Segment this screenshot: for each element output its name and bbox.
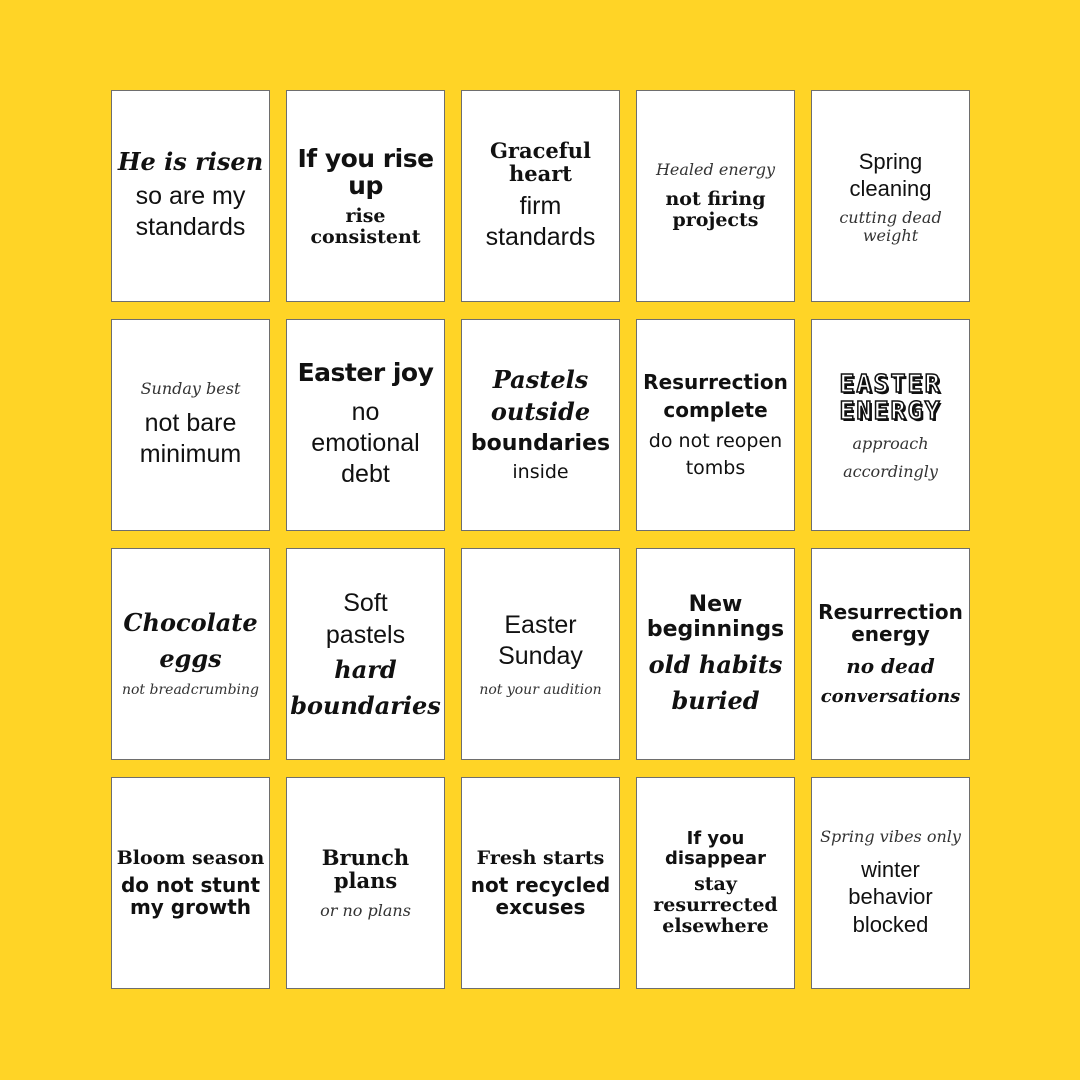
card-line: emotional [311, 429, 420, 458]
card-line: so are my [135, 181, 246, 210]
card-spring-cleaning [811, 90, 970, 302]
card-grid [111, 90, 970, 989]
card-if-you-disappear [636, 777, 795, 989]
card-line: no dead [846, 654, 935, 679]
card-line: boundaries [290, 691, 441, 721]
card-bloom-season [111, 777, 270, 989]
card-sunday-best [111, 319, 270, 531]
card-line: behavior [848, 884, 933, 910]
card-line: do not reopen [648, 430, 783, 453]
card-line: or no plans [320, 901, 411, 921]
card-line: Sunday best [140, 378, 241, 398]
card-graceful-heart [461, 90, 620, 302]
card-line: debt [341, 460, 390, 489]
card-healed-energy [636, 90, 795, 302]
card-line: projects [672, 208, 759, 231]
card-line: beginnings [646, 616, 785, 642]
card-line: Resurrection [818, 600, 963, 625]
card-line: resurrected [653, 894, 778, 917]
card-line: old habits [648, 649, 783, 679]
card-line: Brunch [321, 845, 410, 871]
card-easter-joy [286, 319, 445, 531]
card-line: Resurrection [643, 370, 788, 395]
card-line: He is risen [117, 146, 264, 176]
card-line: ENERGY [839, 396, 942, 426]
card-resurrection-energy [811, 548, 970, 760]
card-line: firm [519, 191, 562, 220]
card-easter-energy [811, 319, 970, 531]
card-line: heart [509, 160, 572, 186]
card-line: buried [671, 686, 760, 716]
card-line: boundaries [470, 430, 611, 456]
card-he-is-risen [111, 90, 270, 302]
card-line: do not stunt [120, 873, 261, 898]
card-line: not your audition [479, 681, 602, 698]
card-line: approach [852, 433, 929, 453]
card-line: outside [490, 397, 591, 427]
card-line: Fresh starts [476, 846, 605, 869]
card-fresh-starts [461, 777, 620, 989]
card-line: my growth [129, 895, 252, 920]
card-line: Spring [858, 148, 923, 174]
card-line: rise consistent [310, 204, 421, 248]
card-line: Healed energy [655, 160, 776, 180]
card-line: inside [512, 461, 569, 484]
card-line: conversations [820, 686, 961, 708]
card-line: If you rise [297, 143, 434, 173]
card-line: Spring vibes only [820, 826, 961, 846]
card-line: If you disappear [665, 827, 766, 869]
card-new-beginnings [636, 548, 795, 760]
card-brunch-plans [286, 777, 445, 989]
card-line: no [351, 397, 380, 426]
card-line: eggs [159, 644, 222, 674]
card-line: Pastels [492, 365, 589, 395]
card-line: cutting dead weight [839, 207, 942, 245]
card-line: tombs [685, 457, 746, 479]
card-line: complete [663, 398, 768, 423]
card-line: EASTER [839, 368, 942, 398]
card-line: not bare [144, 408, 237, 437]
card-line: up [348, 171, 383, 201]
card-line: Graceful [489, 137, 592, 163]
card-line: not recycled [470, 873, 611, 898]
card-pastels-outside [461, 319, 620, 531]
card-line: accordingly [843, 461, 938, 481]
card-line: New [688, 592, 743, 618]
card-line: energy [851, 622, 930, 647]
card-resurrection-complete [636, 319, 795, 531]
card-line: standards [485, 223, 596, 252]
card-line: standards [135, 213, 246, 242]
card-line: Easter joy [297, 358, 434, 388]
card-line: elsewhere [662, 915, 769, 938]
card-line: Easter [504, 611, 577, 640]
card-if-you-rise-up [286, 90, 445, 302]
card-line: cleaning [849, 176, 932, 202]
card-spring-vibes-only [811, 777, 970, 989]
card-line: blocked [852, 911, 929, 937]
card-line: Bloom season [116, 846, 265, 869]
card-line: hard [334, 654, 397, 684]
card-line: Soft [343, 589, 388, 618]
card-line: pastels [325, 620, 406, 649]
card-line: stay [694, 873, 737, 896]
card-line: winter [861, 856, 920, 882]
card-line: excuses [495, 895, 586, 920]
card-line: not firing [665, 187, 766, 210]
card-line: not breadcrumbing [121, 681, 259, 698]
card-line: Chocolate [123, 607, 258, 637]
card-line: Sunday [498, 642, 583, 671]
card-line: minimum [139, 439, 242, 468]
card-soft-pastels [286, 548, 445, 760]
card-easter-sunday [461, 548, 620, 760]
card-chocolate-eggs [111, 548, 270, 760]
card-line: plans [333, 868, 398, 894]
